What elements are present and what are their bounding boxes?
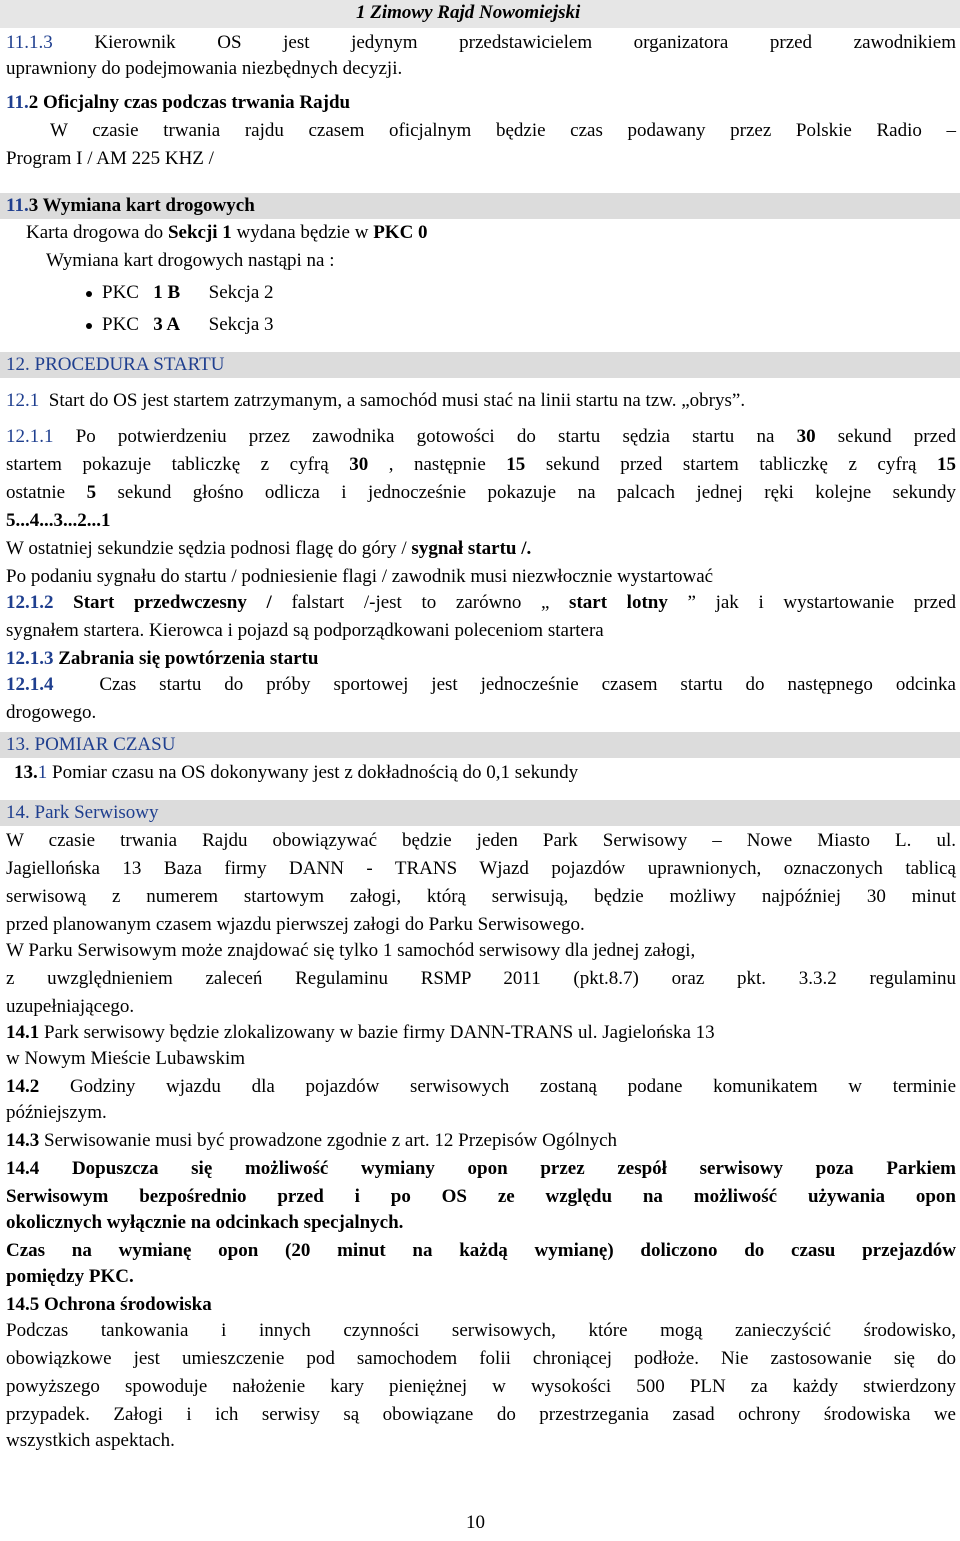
bullet-sekcja: Sekcja 2 xyxy=(208,282,274,303)
s14-line4: przed planowanym czasem wjazdu pierwszej załogi do Parku Serwisowego. xyxy=(6,914,585,935)
s11-3-line1 xyxy=(26,220,956,246)
s12-1-3 xyxy=(6,646,956,672)
s12-1-3-text: Zabrania się powtórzenia startu xyxy=(58,648,319,669)
s12-1-2-l1c: start lotny xyxy=(569,592,668,613)
s12-1-1-l2c: , następnie xyxy=(368,454,507,475)
s12-1-1-line3 xyxy=(6,480,956,506)
s12-1-1-l2e: sekund przed startem tabliczkę z cyfrą xyxy=(525,454,937,475)
s14-line1: W czasie trwania Rajdu obowiązywać będzie jeden Park Serwisowy – Nowe Miasto L. ul. xyxy=(6,830,956,851)
s14-4-num: 14.4 xyxy=(6,1158,40,1179)
s12-1-1-l3b: 5 xyxy=(86,482,97,503)
s14-5-heading: 14.5 Ochrona środowiska xyxy=(6,1294,212,1315)
s12-1-4-num: 12.1.4 xyxy=(6,674,54,695)
s14-1-num: 14.1 xyxy=(6,1022,40,1043)
s11-2-line2: Program I / AM 225 KHZ / xyxy=(6,148,214,169)
s12-1-2-l1d: ” jak i wystartowanie przed xyxy=(667,592,957,613)
s14-1-line2: w Nowym Mieście Lubawskim xyxy=(6,1048,246,1069)
s14-4-line2: Serwisowym bezpośrednio przed i po OS ze względu na możliwość używania opon xyxy=(6,1186,956,1207)
s11-3-heading xyxy=(0,193,960,219)
s12-1-1-l1c: sekund przed xyxy=(815,426,956,447)
s11-3-l1b: Sekcji 1 xyxy=(167,222,232,243)
s14-2-num: 14.2 xyxy=(6,1076,40,1097)
s12-1-1-l1a: Po potwierdzeniu przez zawodnika gotowości do startu sędzia startu na xyxy=(75,426,797,447)
s12-1-1-num: 12.1.1 xyxy=(6,426,54,447)
s12-1-1-line1 xyxy=(6,424,956,450)
s12-1-1-l1b: 30 xyxy=(796,426,816,447)
bullet-item-1 xyxy=(86,280,956,306)
s11-2-num: 11. xyxy=(6,92,29,113)
header-title: 1 Zimowy Rajd Nowomiejski xyxy=(356,2,581,23)
s14-5-line4: przypadek. Załogi i ich serwisy są obowiązane do przestrzegania zasad ochrony środowiska we xyxy=(6,1404,956,1425)
s14-3 xyxy=(6,1128,956,1154)
s14-line7: uzupełniającego. xyxy=(6,996,135,1017)
s12-1-num: 12.1 xyxy=(6,390,40,411)
s13-1 xyxy=(14,760,956,786)
s14-1-text: Park serwisowy będzie zlokalizowany w bazie firmy DANN-TRANS ul. Jagielońska 13 xyxy=(44,1022,715,1043)
s13-num2: 1 xyxy=(37,762,48,783)
s12-1-1-line6: Po podaniu sygnału do startu / podniesienie flagi / zawodnik musi niezwłocznie wystartować xyxy=(6,566,714,587)
s12-1-1-l5a: W ostatniej sekundzie sędzia podnosi flagę do góry / xyxy=(6,538,412,559)
s13-text: Pomiar czasu na OS dokonywany jest z dokładnością do 0,1 sekundy xyxy=(52,762,579,783)
s11-1-3-line2: uprawniony do podejmowania niezbędnych decyzji. xyxy=(6,58,403,79)
s11-2-heading xyxy=(6,90,956,116)
s12-1-1-l2d: 15 xyxy=(506,454,526,475)
s11-2-title: 2 Oficjalny czas podczas trwania Rajdu xyxy=(28,92,351,113)
s13-title: 13. POMIAR CZASU xyxy=(6,734,176,755)
s12-1-1-l5b: sygnał startu /. xyxy=(411,538,532,559)
s14-title: 14. Park Serwisowy xyxy=(6,802,159,823)
s12-1-1-l2a: startem pokazuje tabliczkę z cyfrą xyxy=(6,454,350,475)
s12-1-1-l3c: sekund głośno odlicza i jednocześnie pokazuje na palcach jednej ręki kolejne sekundy xyxy=(96,482,956,503)
bullet-sekcja: Sekcja 3 xyxy=(208,314,274,335)
s14-4-line3: okolicznych wyłącznie na odcinkach specjalnych. xyxy=(6,1212,404,1233)
s11-3-title: 3 Wymiana kart drogowych xyxy=(28,195,255,216)
s11-1-3-text1: Kierownik OS jest jedynym przedstawicielem organizatora przed zawodnikiem xyxy=(94,32,957,53)
s11-1-3-num: 11.1.3 xyxy=(6,32,53,53)
s12-1-1-l2b: 30 xyxy=(349,454,369,475)
s12-1-2-line1 xyxy=(6,590,956,616)
s12-1-text: Start do OS jest startem zatrzymanym, a samochód musi stać na linii startu na tzw. „obrys”. xyxy=(48,390,746,411)
s12-1 xyxy=(6,388,956,414)
s11-3-line2: Wymiana kart drogowych nastąpi na : xyxy=(46,250,335,271)
s11-3-num: 11. xyxy=(6,195,29,216)
page-number: 10 xyxy=(466,1512,485,1533)
s14-4-text: Dopuszcza się możliwość wymiany opon przez zespół serwisowy poza Parkiem xyxy=(71,1158,957,1179)
s14-heading xyxy=(0,800,960,826)
bullet-code: 1 B xyxy=(153,282,181,303)
s12-1-2-line2: sygnałem startera. Kierowca i pojazd są podporządkowani poleceniom startera xyxy=(6,620,604,641)
s12-1-2-l1b: falstart /-jest to zarówno „ xyxy=(271,592,570,613)
s14-3-text: Serwisowanie musi być prowadzone zgodnie z art. 12 Przepisów Ogólnych xyxy=(44,1130,618,1151)
s14-5-line2: obowiązkowe jest umieszczenie pod samochodem folii chroniącej podłoże. Nie zastosowanie się do xyxy=(6,1348,956,1369)
s12-1-1-l3a: ostatnie xyxy=(6,482,87,503)
bullet-pkc: PKC xyxy=(102,314,139,335)
s14-1-line1 xyxy=(6,1020,956,1046)
s12-1-1-countdown: 5...4...3...2...1 xyxy=(6,510,111,531)
s12-heading: 12. PROCEDURA STARTU xyxy=(0,352,960,378)
s11-2-line1: W czasie trwania rajdu czasem oficjalnym będzie czas podawany przez Polskie Radio – xyxy=(50,120,956,141)
s11-3-l1c: wydana będzie w xyxy=(231,222,374,243)
s11-1-3-line1 xyxy=(6,30,956,56)
bullet-icon xyxy=(86,291,92,297)
s14-5-line1: Podczas tankowania i innych czynności serwisowych, które mogą zanieczyścić środowisko, xyxy=(6,1320,956,1341)
s11-3-l1d: PKC 0 xyxy=(373,222,428,243)
bullet-item-2 xyxy=(86,312,956,338)
s12-1-2-l1a: Start przedwczesny / xyxy=(73,592,272,613)
s12-1-1-line5 xyxy=(6,536,956,562)
page-header xyxy=(0,0,960,28)
s14-5-line3: powyższego spowoduje nałożenie kary pieniężnej w wysokości 500 PLN za każdy stwierdzony xyxy=(6,1376,956,1397)
s14-line6: z uwzględnieniem zaleceń Regulaminu RSMP 2011 (pkt.8.7) oraz pkt. 3.3.2 regulaminu xyxy=(6,968,956,989)
s12-1-3-num: 12.1.3 xyxy=(6,648,54,669)
s14-4-line5: pomiędzy PKC. xyxy=(6,1266,134,1287)
s12-1-1-line2 xyxy=(6,452,956,478)
s12-1-1-l2f: 15 xyxy=(937,454,956,475)
bullet-pkc: PKC xyxy=(102,282,139,303)
s12-1-4-l1: Czas startu do próby sportowej jest jednocześnie czasem startu do następnego odcinka xyxy=(99,674,956,695)
s14-2-text: Godziny wjazdu dla pojazdów serwisowych zostaną podane komunikatem w terminie xyxy=(69,1076,956,1097)
s14-2-line2: późniejszym. xyxy=(6,1102,107,1123)
s12-1-4-line1 xyxy=(6,672,956,698)
s14-line2: Jagiellońska 13 Baza firmy DANN - TRANS Wjazd pojazdów uprawnionych, oznaczonych tablicą xyxy=(6,858,956,879)
bullet-icon xyxy=(86,323,92,329)
s13-heading xyxy=(0,732,960,758)
s14-2-line1 xyxy=(6,1074,956,1100)
s12-1-2-num: 12.1.2 xyxy=(6,592,54,613)
s14-4-line4: Czas na wymianę opon (20 minut na każdą wymianę) doliczono do czasu przejazdów xyxy=(6,1240,956,1261)
s13-num: 13. xyxy=(14,762,38,783)
s14-5-line5: wszystkich aspektach. xyxy=(6,1430,175,1451)
s12-1-4-line2: drogowego. xyxy=(6,702,97,723)
s14-3-num: 14.3 xyxy=(6,1130,40,1151)
s11-3-l1a: Karta drogowa do xyxy=(26,222,168,243)
s14-line5: W Parku Serwisowym może znajdować się tylko 1 samochód serwisowy dla jednej załogi, xyxy=(6,940,696,961)
s14-line3: serwisową z numerem startowym załogi, którą serwisują, będzie możliwy najpóźniej 30 minut xyxy=(6,886,956,907)
s14-4-line1 xyxy=(6,1156,956,1182)
bullet-code: 3 A xyxy=(153,314,181,335)
